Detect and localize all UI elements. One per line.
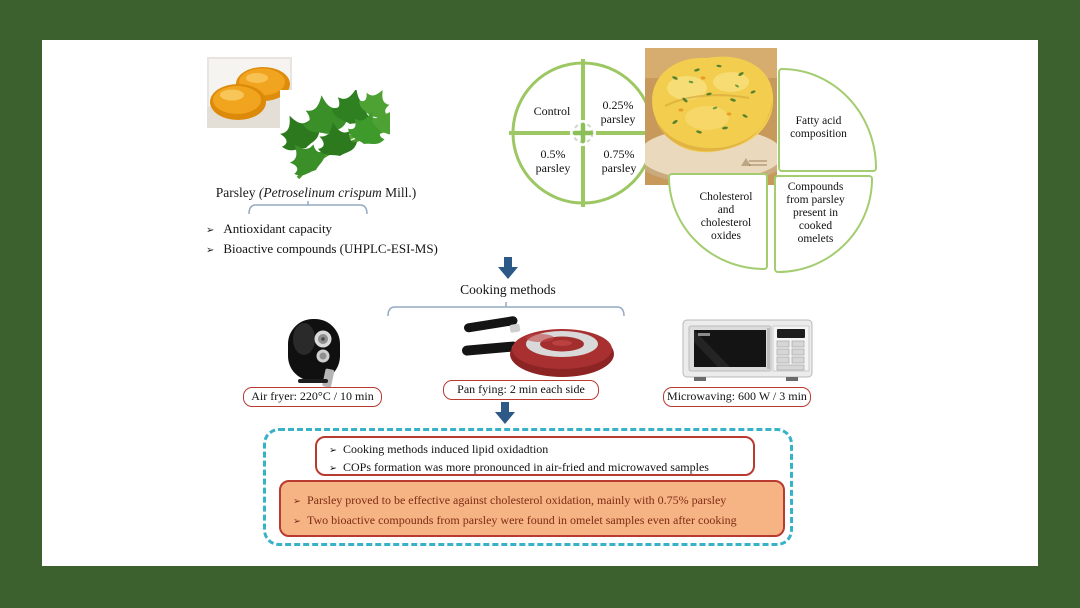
pie-label-075-parsley: 0.75% parsley	[601, 147, 637, 175]
pan-frying-label: Pan fying: 2 min each side	[443, 380, 599, 400]
parsley-title-latin: (Petroselinum crispum	[258, 185, 382, 200]
finding-text: Cooking methods induced lipid oxidadtion	[342, 442, 549, 456]
finding-text: COPs formation was more pronounced in air-fried and microwaved samples	[342, 460, 709, 474]
cooking-methods-heading: Cooking methods	[460, 282, 556, 297]
arrowhead-bullet-icon: ➢	[206, 245, 215, 256]
analysis-quadrant-cholesterol: Cholesterol and cholesterol oxides	[668, 173, 768, 270]
pie-label-05-parsley: 0.5% parsley	[535, 147, 571, 175]
cooking-methods-bracket	[387, 302, 625, 317]
finding-line	[281, 491, 783, 511]
bullet-text: Antioxidant capacity	[223, 221, 333, 236]
down-arrow-icon	[498, 257, 518, 279]
parsley-image	[280, 90, 390, 182]
omelet-image	[645, 48, 777, 185]
parsley-title-pre: Parsley	[215, 185, 259, 200]
parsley-title-post: Mill.)	[381, 185, 417, 200]
arrowhead-bullet-icon: ➢	[329, 445, 337, 456]
list-item	[206, 220, 438, 240]
analysis-quadrant-compounds: Compounds from parsley present in cooked omelets	[774, 175, 873, 273]
graphical-abstract-canvas	[42, 40, 1038, 566]
down-arrow-icon	[495, 402, 515, 424]
finding-text: Parsley proved to be effective against cholesterol oxidation, mainly with 0.75% parsley	[306, 493, 727, 507]
finding-line	[281, 511, 783, 531]
analysis-quadrant-fatty-acid: Fatty acid composition	[778, 68, 877, 172]
arrowhead-bullet-icon: ➢	[329, 463, 337, 474]
pie-label-control: Control	[533, 104, 571, 118]
arrowhead-bullet-icon: ➢	[293, 516, 301, 527]
finding-line	[317, 441, 753, 459]
parsley-effect-finding-box	[279, 480, 785, 537]
pie-label-025-parsley: 0.25% parsley	[600, 98, 636, 126]
pan-image	[462, 316, 617, 380]
arrowhead-bullet-icon: ➢	[293, 496, 301, 507]
arrowhead-bullet-icon: ➢	[206, 225, 215, 236]
bullet-text: Bioactive compounds (UHPLC-ESI-MS)	[223, 241, 438, 256]
microwave-label: Microwaving: 600 W / 3 min	[663, 387, 811, 407]
air-fryer-label: Air fryer: 220°C / 10 min	[243, 387, 382, 407]
parsley-bullet-list	[206, 220, 438, 260]
title-bracket	[248, 201, 368, 215]
lipid-oxidation-finding-box	[315, 436, 755, 476]
microwave-image	[680, 316, 815, 384]
list-item	[206, 240, 438, 260]
parsley-title	[196, 185, 436, 201]
air-fryer-image	[282, 317, 346, 387]
finding-text: Two bioactive compounds from parsley were found in omelet samples even after cooking	[306, 513, 737, 527]
finding-line	[317, 459, 753, 477]
treatments-pie-chart	[505, 55, 661, 211]
